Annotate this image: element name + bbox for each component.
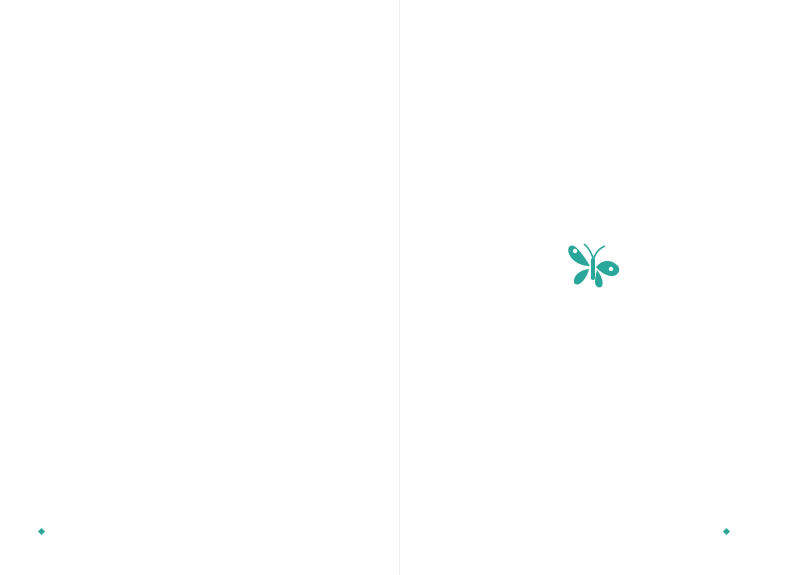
page-gutter (399, 0, 400, 575)
butterfly-logo-icon (566, 240, 622, 292)
diamond-icon (723, 528, 730, 535)
footer-left (33, 529, 50, 534)
footer-right (718, 529, 735, 534)
diamond-icon (38, 528, 45, 535)
